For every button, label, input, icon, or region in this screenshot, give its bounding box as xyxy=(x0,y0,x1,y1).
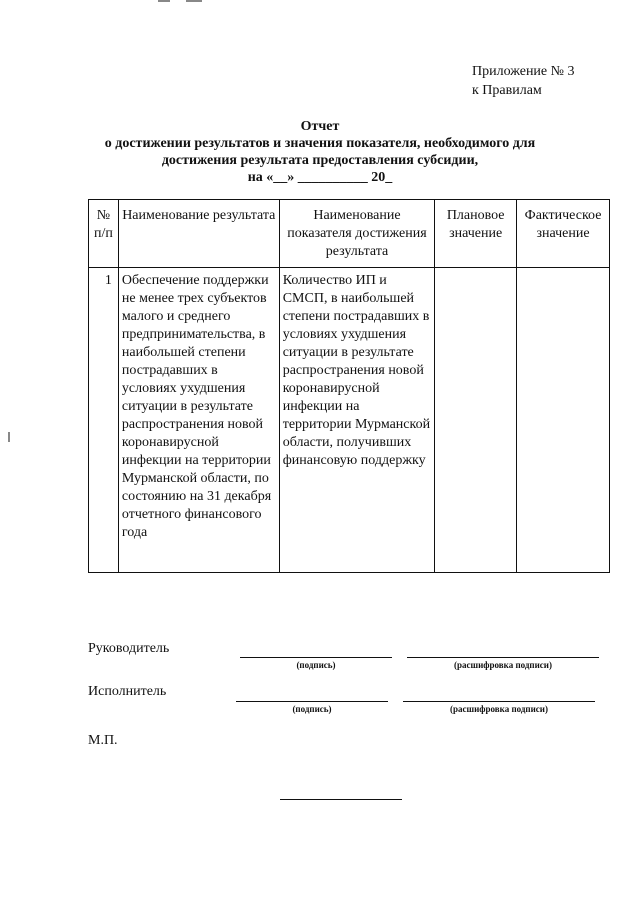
scan-artifact xyxy=(8,432,10,442)
report-title xyxy=(0,118,640,186)
executor-decoding-caption: (расшифровка подписи) xyxy=(450,704,548,714)
cell-number: 1 xyxy=(89,268,119,573)
cell-actual xyxy=(517,268,610,573)
head-decoding-line xyxy=(407,657,599,658)
title-line-2: о достижении результатов и значения показателя, необходимого для xyxy=(104,136,536,151)
head-signature-line xyxy=(240,657,392,658)
cell-indicator: Количество ИП и СМСП, в наибольшей степени пострадавших в условиях ухудшения ситуации в результате распространения новой коронавирусной инфекции на территории Мурманской области, получивших финансовую поддержку xyxy=(279,268,435,573)
header-actual-value: Фактическое значение xyxy=(517,200,610,268)
title-date-line: на «__» __________ 20_ xyxy=(247,170,393,185)
cell-planned xyxy=(435,268,517,573)
seal-label: М.П. xyxy=(88,733,118,748)
scan-artifact xyxy=(186,0,202,2)
executor-label: Исполнитель xyxy=(88,684,167,699)
header-indicator-name: Наименование показателя достижения результата xyxy=(279,200,435,268)
head-label: Руководитель xyxy=(88,641,170,656)
table-header-row xyxy=(89,200,610,268)
table-row xyxy=(89,268,610,573)
scan-artifact xyxy=(158,0,170,2)
title-line-3: достижения результата предоставления субсидии, xyxy=(161,153,479,168)
cell-result: Обеспечение поддержки не менее трех субъектов малого и среднего предпринимательства, в наибольшей степени пострадавших в условиях ухудшения ситуации в результате распространения новой коронавирусной инфекции на территории Мурманской области, по состоянию на 31 декабря отчетного финансового года xyxy=(118,268,279,573)
appendix-note xyxy=(472,62,575,100)
head-decoding-caption: (расшифровка подписи) xyxy=(454,660,552,670)
header-result-name: Наименование результата xyxy=(118,200,279,268)
head-signature-caption: (подпись) xyxy=(296,660,336,670)
title-heading: Отчет xyxy=(300,119,340,134)
appendix-number: Приложение № 3 xyxy=(472,64,575,79)
report-table xyxy=(88,199,610,573)
header-number: № п/п xyxy=(89,200,119,268)
appendix-reference: к Правилам xyxy=(472,83,542,98)
end-divider xyxy=(280,799,402,800)
header-planned-value: Плановое значение xyxy=(435,200,517,268)
executor-decoding-line xyxy=(403,701,595,702)
executor-signature-line xyxy=(236,701,388,702)
executor-signature-caption: (подпись) xyxy=(292,704,332,714)
